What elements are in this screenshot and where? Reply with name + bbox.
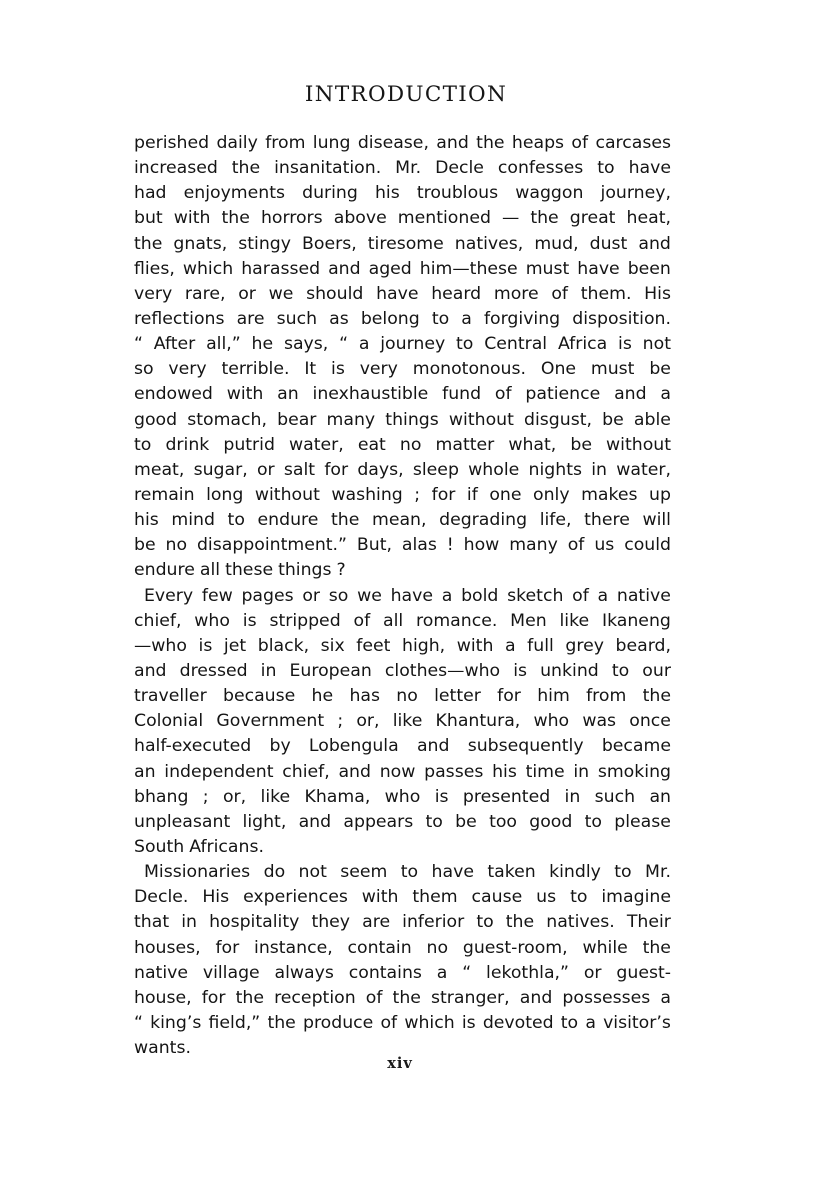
paragraph xyxy=(134,860,671,1061)
text-line: “ king’s field,” the produce of which is devoted to a visitor’s xyxy=(134,1012,671,1033)
body-text xyxy=(134,131,671,1061)
text-line: chief, who is stripped of all romance. Men like Ikaneng xyxy=(134,610,671,631)
text-line: good stomach, bear many things without disgust, be able xyxy=(134,409,671,430)
text-line: his mind to endure the mean, degrading life, there will xyxy=(134,510,671,531)
text-line: had enjoyments during his troublous waggon journey, xyxy=(134,183,671,204)
text-line: meat, sugar, or salt for days, sleep whole nights in water, xyxy=(134,459,671,480)
text-line: Missionaries do not seem to have taken kindly to Mr. xyxy=(144,862,671,883)
text-line: an independent chief, and now passes his time in smoking xyxy=(134,761,671,782)
text-line: flies, which harassed and aged him—these must have been xyxy=(134,258,671,279)
text-line: bhang ; or, like Khama, who is presented in such an xyxy=(134,786,671,807)
text-line: to drink putrid water, eat no matter what, be without xyxy=(134,434,671,455)
text-line: unpleasant light, and appears to be too good to please xyxy=(134,811,671,832)
text-line: endowed with an inexhaustible fund of patience and a xyxy=(134,384,671,405)
paragraph xyxy=(134,131,671,584)
text-line: and dressed in European clothes—who is unkind to our xyxy=(134,660,671,681)
text-line: the gnats, stingy Boers, tiresome natives, mud, dust and xyxy=(134,233,671,254)
text-line: houses, for instance, contain no guest-room, while the xyxy=(134,937,671,958)
text-line: very rare, or we should have heard more of them. His xyxy=(134,283,671,304)
text-line: half-executed by Lobengula and subsequently became xyxy=(134,736,671,757)
text-line: reflections are such as belong to a forgiving disposition. xyxy=(134,308,671,329)
text-line: South Africans. xyxy=(134,836,264,857)
text-line: be no disappointment.” But, alas ! how many of us could xyxy=(134,535,671,556)
running-head-title: INTRODUCTION xyxy=(304,82,508,107)
text-line: Every few pages or so we have a bold sketch of a native xyxy=(144,585,671,606)
text-line: so very terrible. It is very monotonous. One must be xyxy=(134,359,671,380)
text-line: “ After all,” he says, “ a journey to Central Africa is not xyxy=(134,334,671,355)
text-line: Colonial Government ; or, like Khantura, who was once xyxy=(134,711,671,732)
text-line: house, for the reception of the stranger, and possesses a xyxy=(134,987,671,1008)
text-line: perished daily from lung disease, and the heaps of carcases xyxy=(134,133,671,153)
text-line: endure all these things ? xyxy=(134,560,346,581)
text-line: remain long without washing ; for if one only makes up xyxy=(134,484,671,505)
page-number: xiv xyxy=(387,1055,413,1072)
text-line: wants. xyxy=(134,1038,191,1059)
text-line: native village always contains a “ lekothla,” or guest- xyxy=(134,962,671,983)
paragraph xyxy=(134,584,671,861)
text-line: Decle. His experiences with them cause us to imagine xyxy=(134,887,671,908)
text-line: but with the horrors above mentioned — the great heat, xyxy=(134,208,671,229)
text-line: that in hospitality they are inferior to the natives. Their xyxy=(134,912,671,933)
text-line: traveller because he has no letter for him from the xyxy=(134,686,671,707)
text-line: increased the insanitation. Mr. Decle confesses to have xyxy=(134,158,671,179)
text-line: —who is jet black, six feet high, with a full grey beard, xyxy=(134,635,671,656)
